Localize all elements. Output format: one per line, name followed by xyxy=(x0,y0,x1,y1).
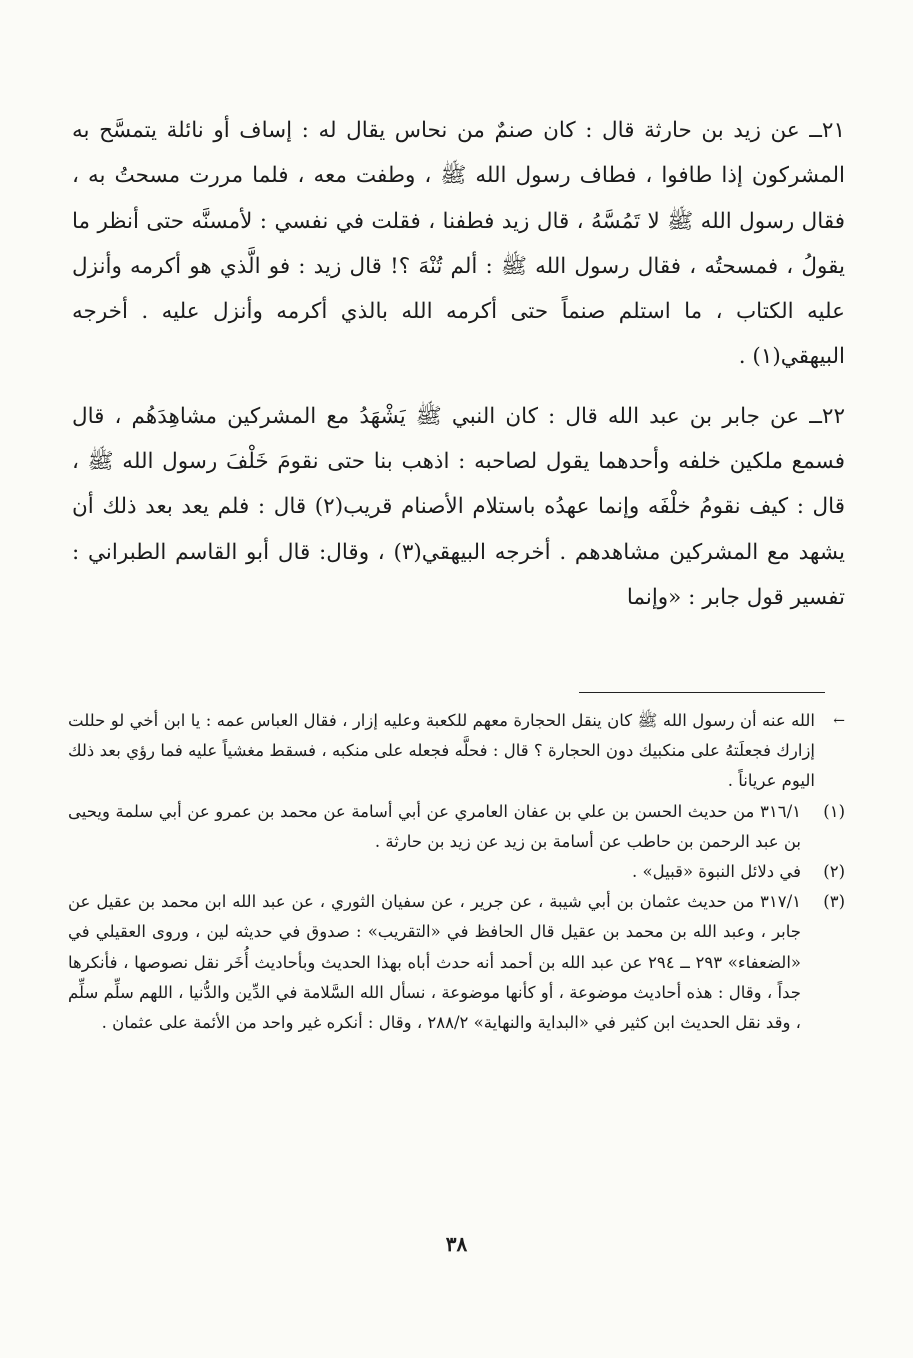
page-number: ٣٨ xyxy=(445,1232,468,1256)
footnote-text: في دلائل النبوة «قبيل» . xyxy=(632,862,801,882)
footnote-text: ٣١٧/١ من حديث عثمان بن أبي شيبة ، عن جرير ، عن سفيان الثوري ، عن عبد الله ابن محمد بن عقيل عن جابر ، وعبد الله بن محمد بن عقيل قال الحافظ في «التقريب» : صدوق في حديثه لين ، وروى العقيلي في «الضعفاء» ٢٩٣ ــ ٢٩٤ عن عبد الله بن أحمد أنه حدث أباه بهذا الحديث وبأحاديث أُخَر نقل نصوصها ، فأنكرها جداً ، وقال : هذه أحاديث موضوعة ، أو كأنها موضوعة ، نسأل الله السَّلامة في الدِّين والدُّنيا ، اللهم سلِّم سلِّم ، وقد نقل الحديث ابن كثير في «البداية والنهاية» ٢٨٨/٢ ، وقال : أنكره غير واحد من الأئمة على عثمان . xyxy=(68,892,801,1033)
footnote-marker: (٢) xyxy=(823,862,845,882)
main-text xyxy=(72,108,845,634)
footnote-marker: (٣) xyxy=(823,892,845,912)
footnote-1 xyxy=(68,797,845,857)
footnote-3 xyxy=(68,887,845,1038)
hadith-21-paragraph: ٢١ــ عن زيد بن حارثة قال : كان صنمٌ من نحاس يقال له : إساف أو نائلة يتمسَّح به المشركون إذا طافوا ، فطاف رسول الله ﷺ ، وطفت معه ، فلما مررت مسحتُ به ، فقال رسول الله ﷺ لا تَمُسَّهُ ، قال زيد فطفنا ، فقلت في نفسي : لأمسنَّه حتى أنظر ما يقولُ ، فمسحتُه ، فقال رسول الله ﷺ : ألم تُنْهَ ؟! قال زيد : فو الَّذي هو أكرمه وأنزل عليه الكتاب ، ما استلم صنماً حتى أكرمه الله بالذي أكرمه وأنزل عليه . أخرجه البيهقي(١) . xyxy=(72,118,845,370)
footnote-2 xyxy=(68,857,845,887)
footnote-separator xyxy=(579,692,825,693)
footnote-marker: (١) xyxy=(823,801,845,821)
footnote-continuation xyxy=(68,706,845,797)
hadith-22-paragraph: ٢٢ــ عن جابر بن عبد الله قال : كان النبي ﷺ يَشْهَدُ مع المشركين مشاهِدَهُم ، قال فسمع ملكين خلفه وأحدهما يقول لصاحبه : اذهب بنا حتى نقومَ خَلْفَ رسول الله ﷺ ، قال : كيف نقومُ خلْفَه وإنما عهدُه باستلام الأصنام قريب(٢) قال : فلم يعد بعد ذلك أن يشهد مع المشركين مشاهدهم . أخرجه البيهقي(٣) ، وقال: قال أبو القاسم الطبراني : تفسير قول جابر : «وإنما xyxy=(72,403,845,610)
footnotes xyxy=(68,706,845,1038)
footnote-text: ٣١٦/١ من حديث الحسن بن علي بن عفان العامري عن أبي أسامة عن محمد بن عمرو عن أبي سلمة ويحيى بن عبد الرحمن بن حاطب عن أسامة بن زيد عن زيد بن حارثة . xyxy=(68,801,801,851)
footnote-text: الله عنه أن رسول الله ﷺ كان ينقل الحجارة معهم للكعبة وعليه إزار ، فقال العباس عمه : يا ابن أخي لو حللت إزارك فجعلَتهُ على منكبيك دون الحجارة ؟ قال : فحلَّه فجعله على منكبه ، فسقط مغشياً عليه فما رؤي بعد ذلك اليوم عرياناً . xyxy=(68,711,815,791)
continuation-arrow-icon: ← xyxy=(833,713,845,729)
